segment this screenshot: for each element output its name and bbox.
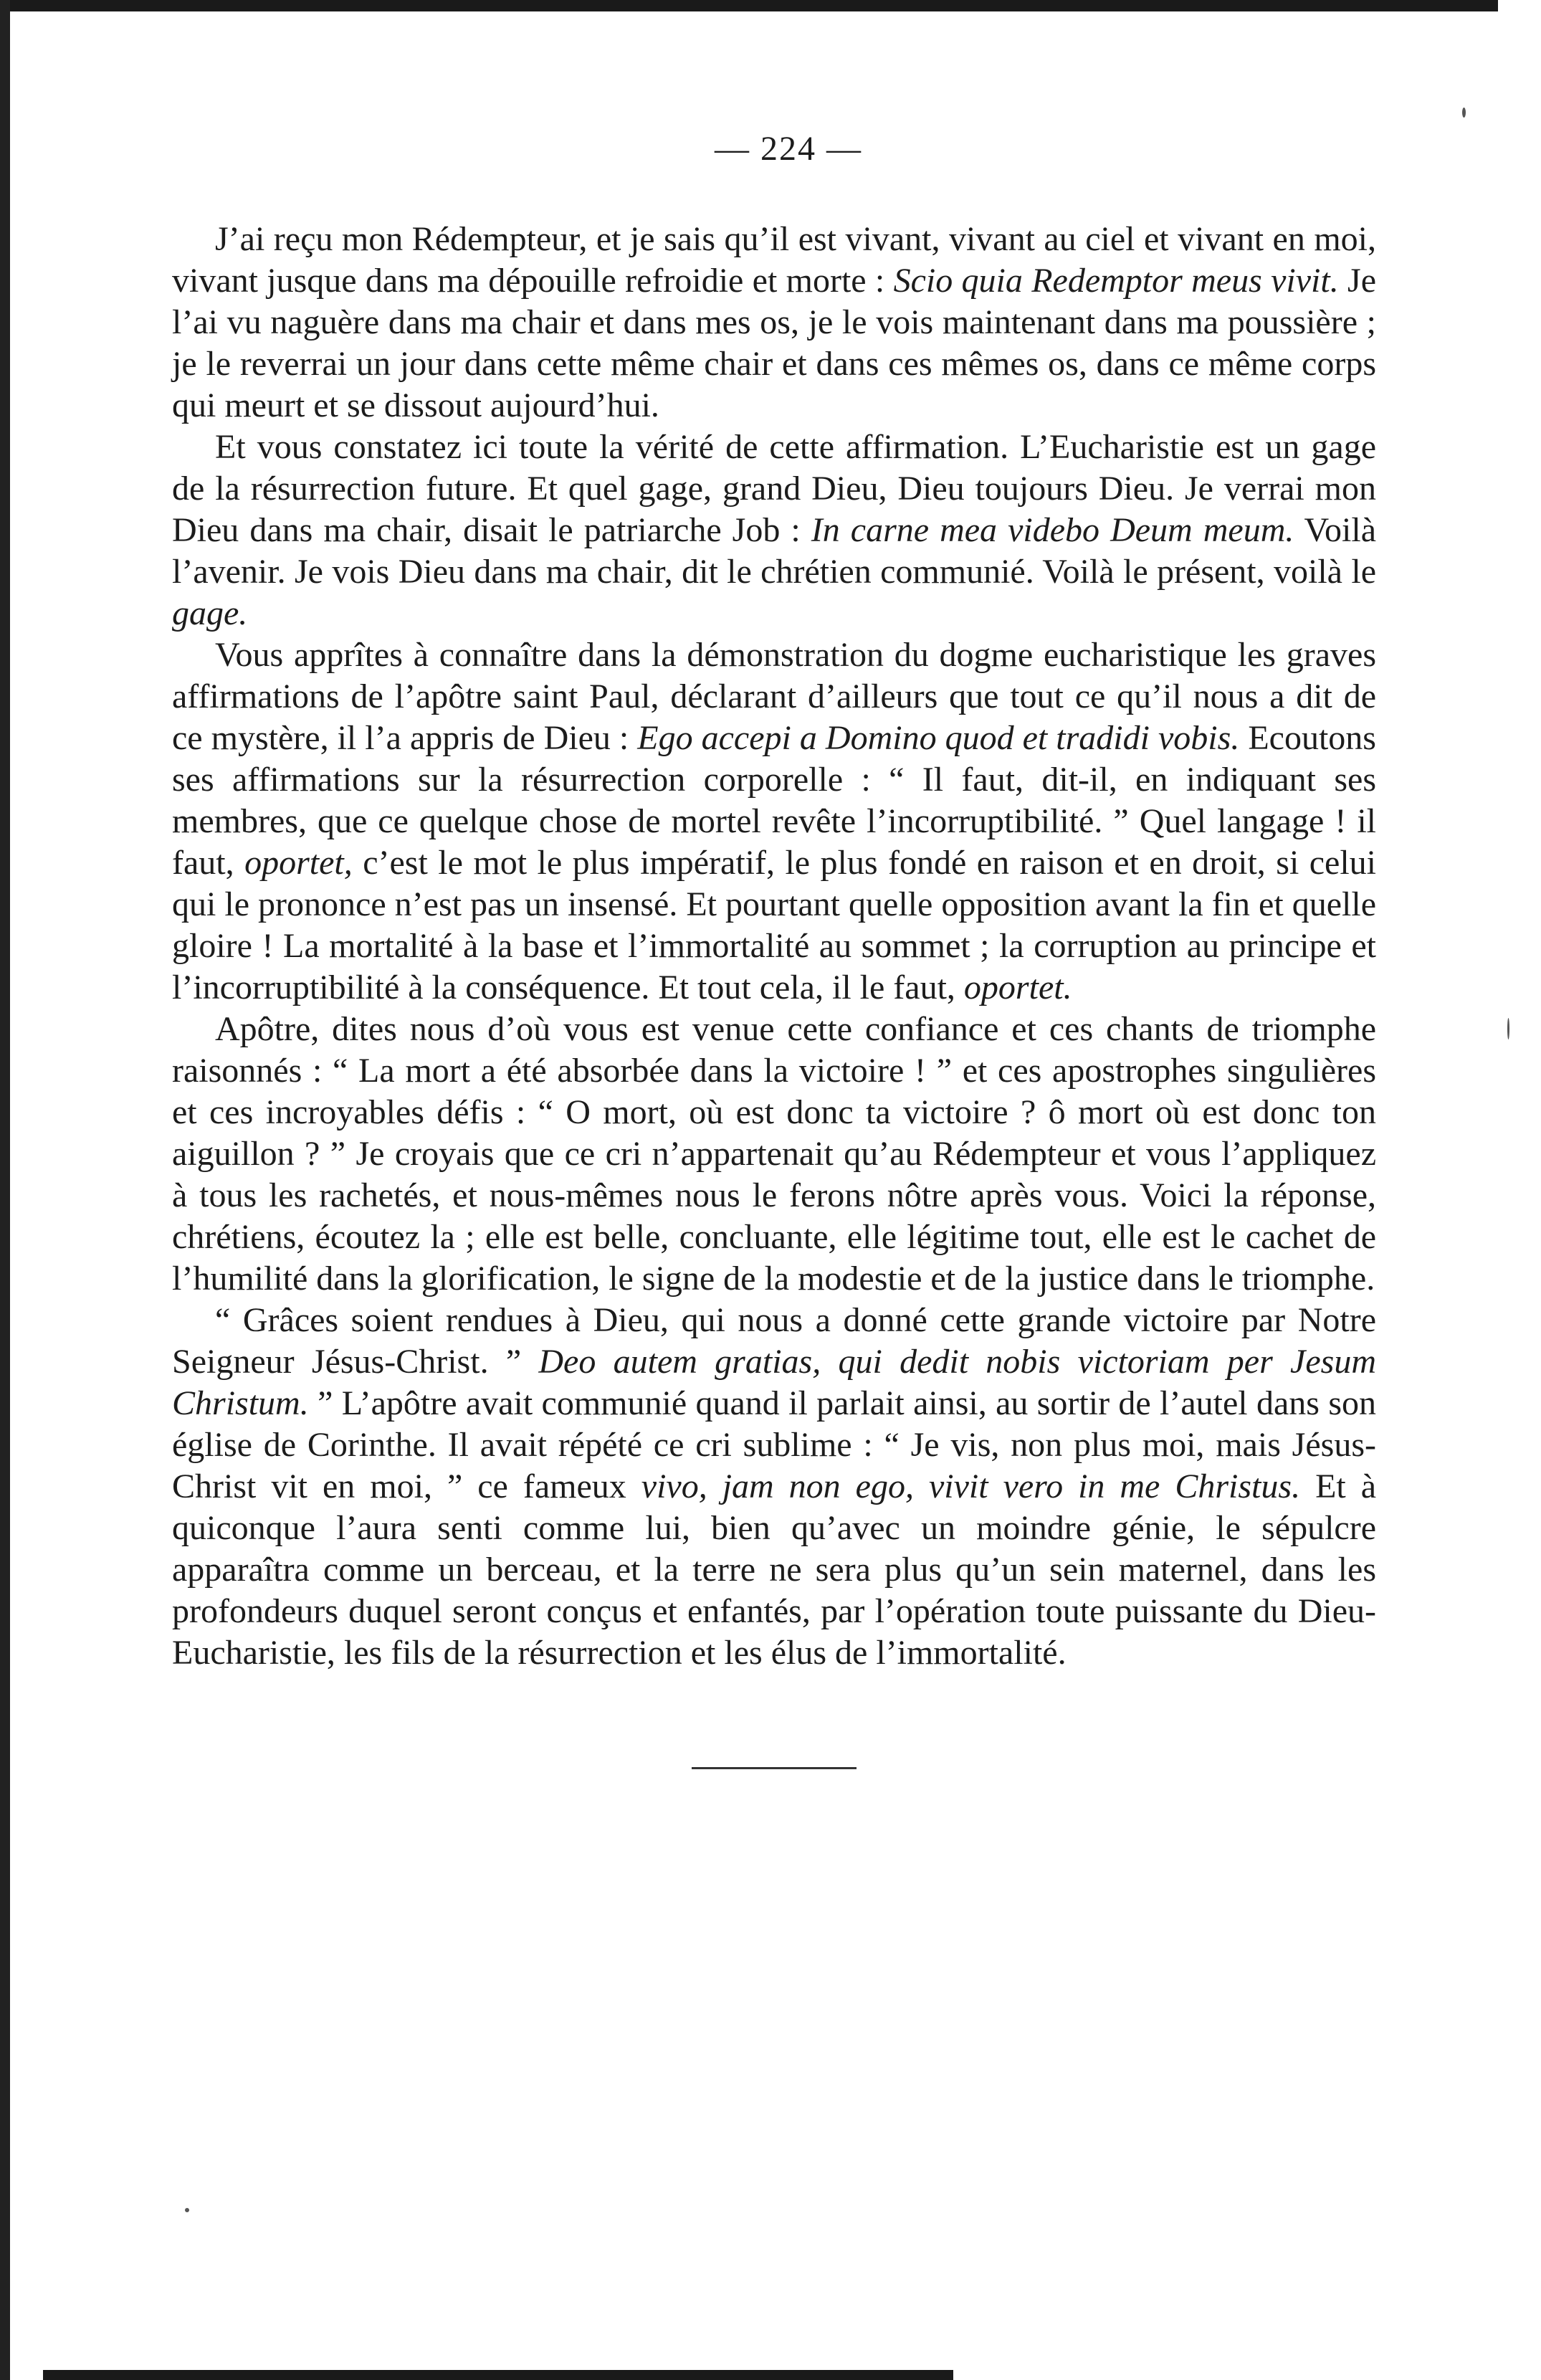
paragraph (172, 1300, 1376, 1674)
paragraph (172, 1009, 1376, 1300)
scan-border-top (0, 0, 1498, 11)
paragraph (172, 427, 1376, 634)
body-text (172, 219, 1376, 1674)
paragraph-text: Ecoutons ses affirmations sur la résurrection corporelle : “ Il faut, dit-il, en indiquant ses membres, que ce quelque chose de mortel revête l’incorruptibilité. ” Quel langage ! il faut, (172, 719, 1376, 882)
latin-quotation: vivo, jam non ego, vivit vero in me Christus. (641, 1467, 1301, 1505)
paragraph-text: c’est le mot le plus impératif, le plus fondé en raison et en droit, si celui qui le prononce n’est pas un insensé. Et pourtant quelle opposition avant la fin et quelle gloire ! La mortalité à la base et l’immortalité au sommet ; la corruption au principe et l’incorruptibilité à la conséquence. Et tout cela, il le faut, (172, 844, 1377, 1006)
book-page (172, 129, 1376, 1769)
latin-quotation: Deo autem gratias, qui dedit nobis victoriam per Jesum Christum. (172, 1343, 1377, 1422)
latin-quotation: In carne mea videbo Deum meum. (811, 511, 1294, 549)
scan-border-bottom (43, 2370, 953, 2380)
scan-border-left (0, 0, 10, 2380)
paragraph-text: Vous apprîtes à connaître dans la démonstration du dogme eucharistique les graves affirmations de l’apôtre saint Paul, déclarant d’ailleurs que tout ce qu’il nous a dit de ce mystère, il l’a appris de Dieu : (172, 636, 1376, 757)
latin-quotation: oportet. (963, 968, 1072, 1006)
paragraph-text: Et à quiconque l’aura senti comme lui, bien qu’avec un moindre génie, le sépulcre apparaîtra comme un berceau, et la terre ne sera plus qu’un sein maternel, dans les profondeurs duquel seront conçus et enfantés, par l’opération toute puissante du Dieu-Eucharistie, les fils de la résurrection et les élus de l’immortalité. (172, 1467, 1377, 1672)
latin-quotation: gage. (172, 594, 248, 632)
paragraph-text: Voilà l’avenir. Je vois Dieu dans ma chair, dit le chrétien communié. Voilà le présent, voilà le (172, 511, 1376, 591)
scan-speck (1462, 108, 1466, 118)
latin-quotation: Scio quia Redemptor meus vivit. (893, 262, 1339, 300)
latin-quotation: oportet, (244, 844, 353, 882)
paragraph (172, 219, 1376, 427)
paragraph-text: ” L’apôtre avait communié quand il parlait ainsi, au sortir de l’autel dans son église de Corinthe. Il avait répété ce cri sublime : “ Je vis, non plus moi, mais Jésus-Christ vit en moi, ” ce fameux (172, 1384, 1376, 1505)
paragraph-text: J’ai reçu mon Rédempteur, et je sais qu’il est vivant, vivant au ciel et vivant en moi, vivant jusque dans ma dépouille refroidie et morte : (172, 220, 1376, 300)
paragraph-text: Et vous constatez ici toute la vérité de cette affirmation. L’Eucharistie est un gage de la résurrection future. Et quel gage, grand Dieu, Dieu toujours Dieu. Je verrai mon Dieu dans ma chair, disait le patriarche Job : (172, 428, 1376, 549)
paragraph-text: Apôtre, dites nous d’où vous est venue cette confiance et ces chants de triomphe raisonnés : “ La mort a été absorbée dans la victoire ! ” et ces apostrophes singulières et ces incroyables défis : “ O mort, où est donc ta victoire ? ô mort où est donc ton aiguillon ? ” Je croyais que ce cri n’appartenait qu’au Rédempteur et vous l’appliquez à tous les rachetés, et nous-mêmes nous le ferons nôtre après vous. Voici la réponse, chrétiens, écoutez la ; elle est belle, concluante, elle légitime tout, elle est le cachet de l’humilité dans la glorification, le signe de la modestie et de la justice dans le triomphe. (172, 1010, 1376, 1298)
latin-quotation: Ego accepi a Domino quod et tradidi vobis. (637, 719, 1240, 757)
paragraph (172, 634, 1376, 1009)
end-rule (692, 1767, 857, 1769)
page-number: — 224 — (715, 130, 862, 168)
paragraph-text: Je l’ai vu naguère dans ma chair et dans mes os, je le vois maintenant dans ma poussière ; je le reverrai un jour dans cette même chair et dans ces mêmes os, dans ce même corps qui meurt et se dissout aujourd’hui. (172, 262, 1377, 424)
paragraph-text: “ Grâces soient rendues à Dieu, qui nous a donné cette grande victoire par Notre Seigneur Jésus-Christ. ” (172, 1301, 1376, 1381)
scan-speck (1507, 1018, 1509, 1039)
scan-speck (185, 2208, 189, 2212)
